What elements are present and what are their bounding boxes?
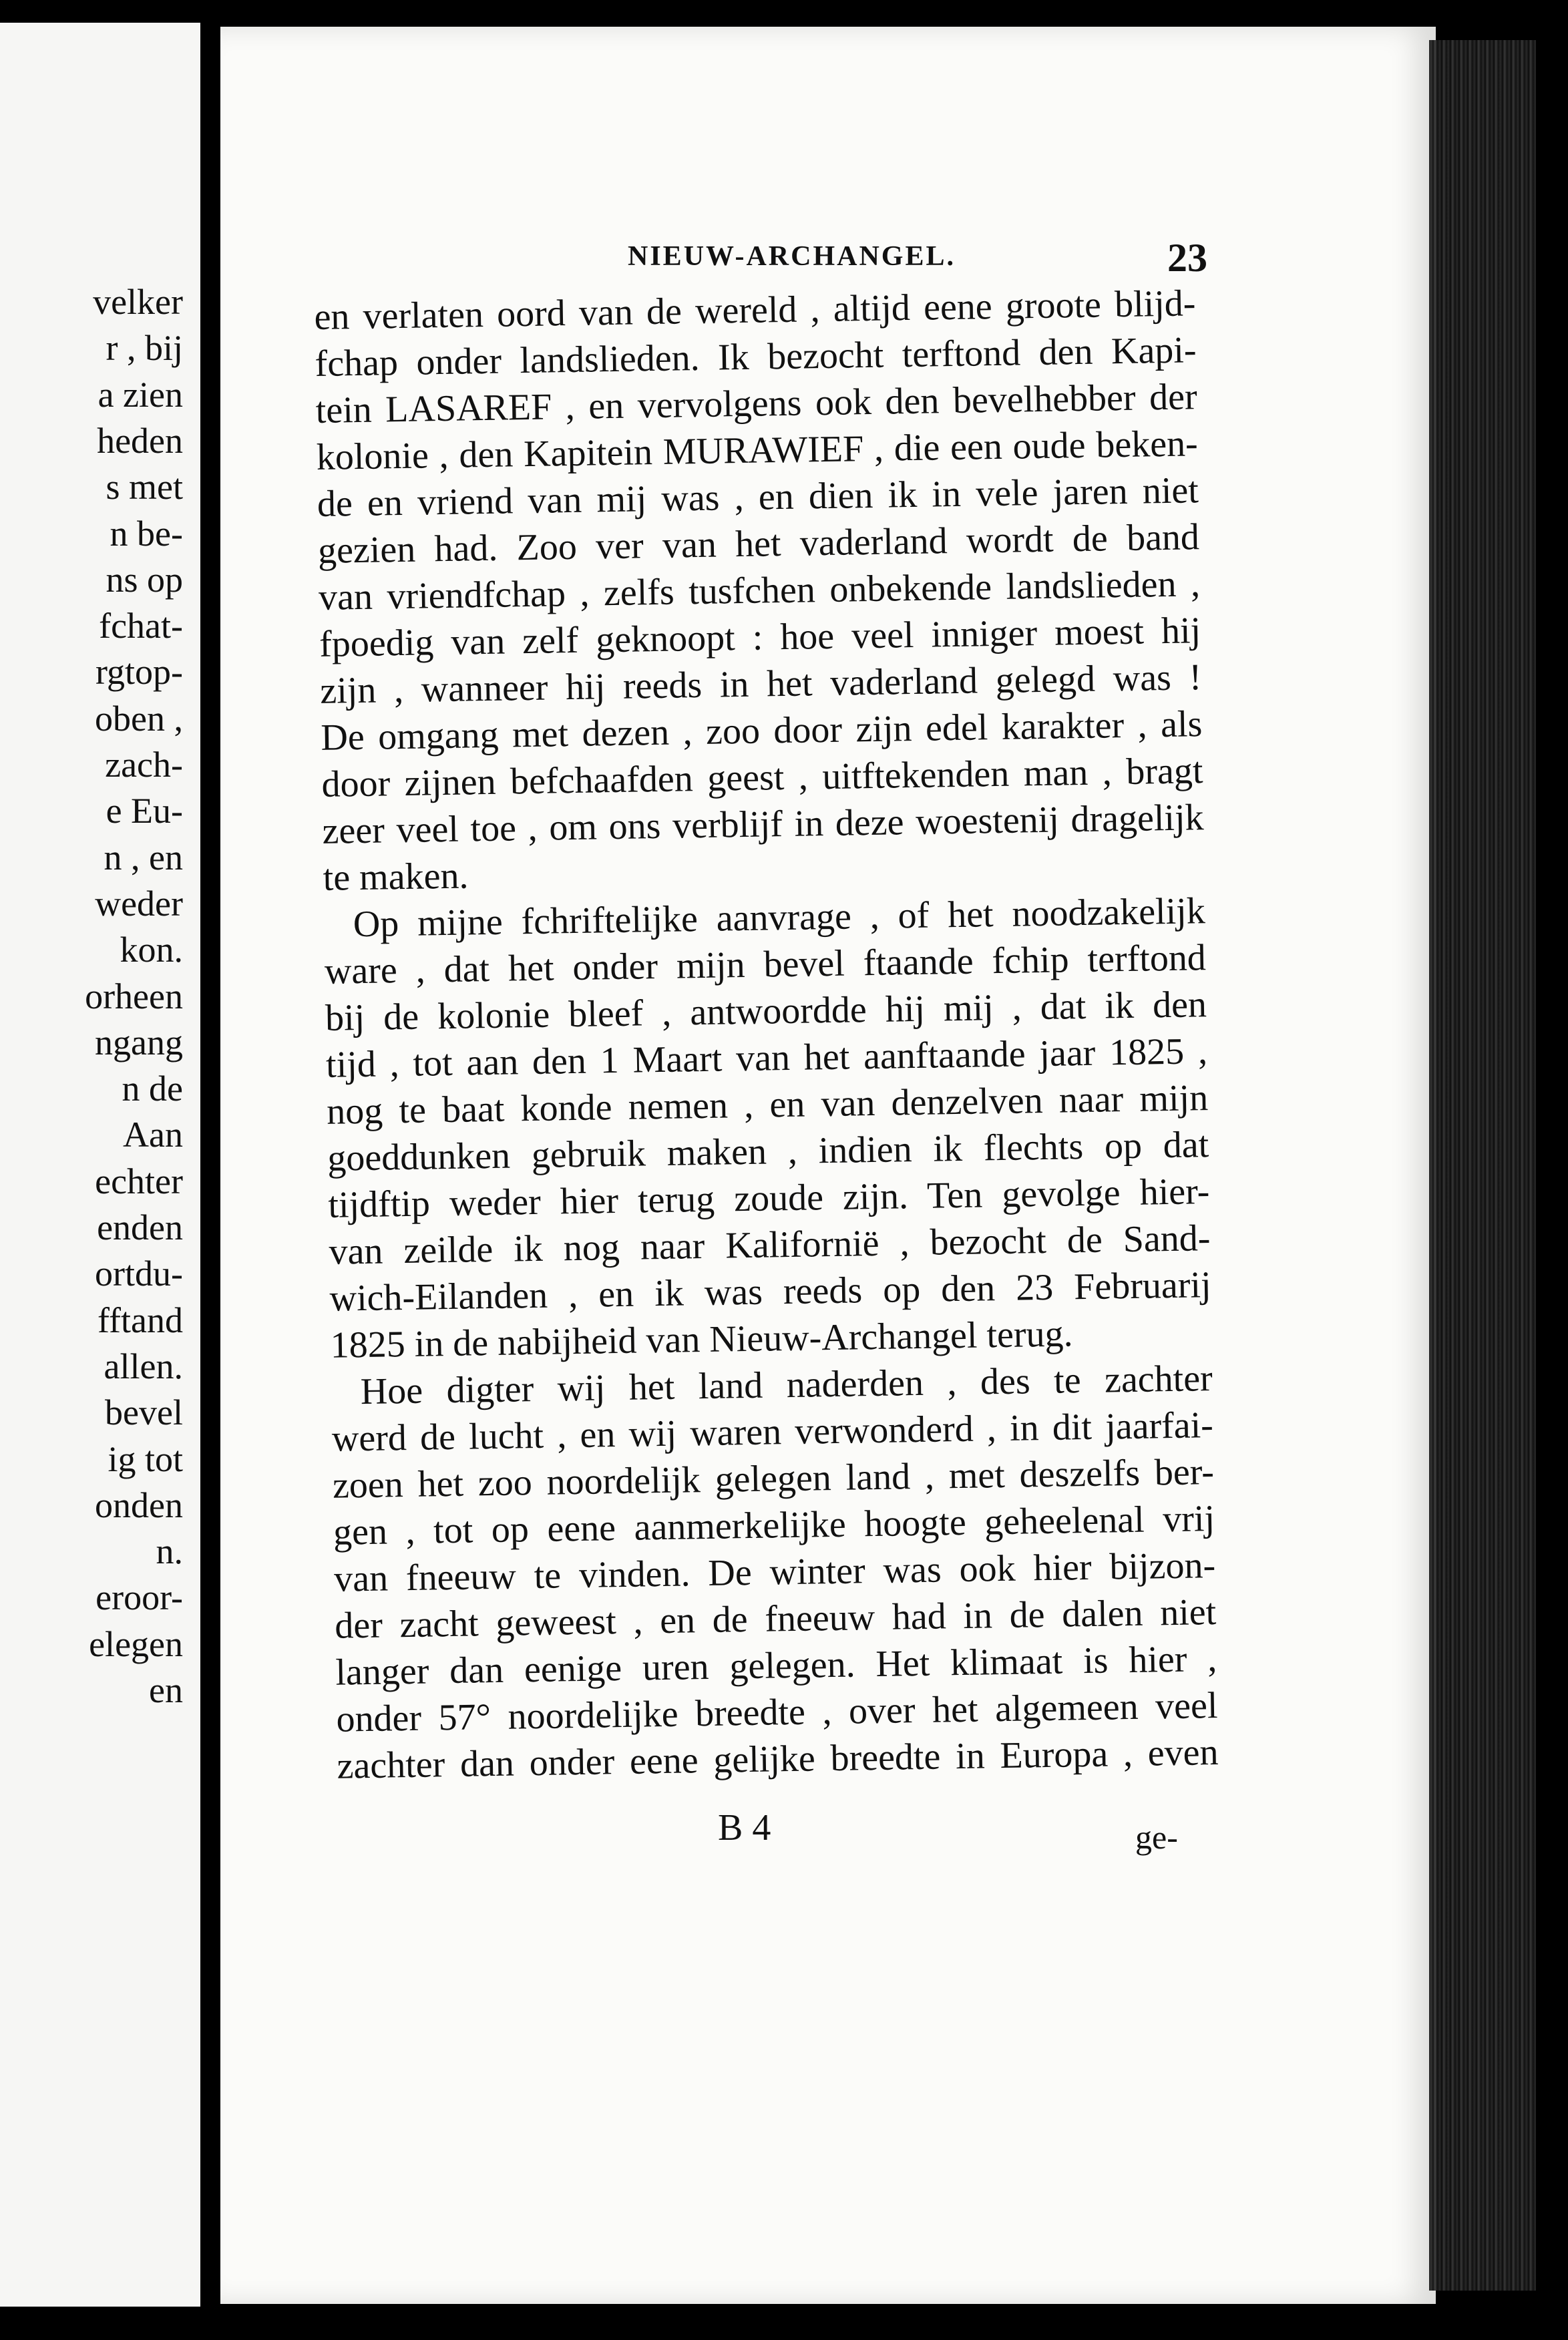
- signature-mark: B 4: [718, 1807, 771, 1848]
- text-line: en verlaten oord van de wereld , altijd eene groote blijd-: [314, 282, 1196, 338]
- left-page-line: eroor-: [95, 1577, 183, 1618]
- left-page-line: weder: [95, 883, 183, 924]
- left-page-line: velker: [93, 282, 183, 322]
- left-page-line: ns op: [106, 559, 183, 600]
- text-line: Op mijne fchriftelijke aanvrage , of het noodzakelijk: [353, 890, 1206, 946]
- text-line: onder 57° noordelijke breedte , over het algemeen veel: [336, 1685, 1218, 1740]
- text-line: Hoe digter wij het land naderden , des te zachter: [360, 1358, 1213, 1413]
- left-page-line: e Eu-: [106, 791, 183, 831]
- text-line: zachter dan onder eene gelijke breedte in Europa , even: [337, 1731, 1219, 1787]
- text-line: 1825 in de nabijheid van Nieuw-Archangel terug.: [330, 1313, 1073, 1366]
- text-line: zeer veel toe , om ons verblijf in deze woestenij dragelijk: [322, 797, 1204, 852]
- text-line: nog te baat konde nemen , en van denzelven naar mijn: [326, 1077, 1209, 1133]
- text-line: fpoedig van zelf geknoopt : hoe veel inniger moest hij: [319, 610, 1201, 665]
- text-line: ware , dat het onder mijn bevel ftaande fchip terftond: [324, 937, 1207, 992]
- left-page-line: ig tot: [108, 1438, 183, 1479]
- left-page-line: onden: [95, 1485, 183, 1525]
- text-line: tein LASAREF , en vervolgens ook den bevelhebber der: [315, 376, 1198, 431]
- text-line: te maken.: [323, 855, 469, 899]
- body-text: [314, 280, 1219, 1789]
- text-line: fchap onder landslieden. Ik bezocht terftond den Kapi-: [315, 329, 1197, 385]
- left-page-line: r , bij: [106, 328, 183, 369]
- text-line: gen , tot op eene aanmerkelijke hoogte geheelenal vrij: [333, 1498, 1215, 1553]
- left-page-line: fchat-: [99, 606, 183, 646]
- text-line: de en vriend van mij was , en dien ik in vele jaren niet: [317, 469, 1199, 525]
- left-page-line: rgtop-: [95, 652, 183, 693]
- left-page-line: elegen: [89, 1623, 183, 1664]
- book-edge: [1429, 40, 1536, 2291]
- text-line: gezien had. Zoo ver van het vaderland wordt de band: [317, 516, 1200, 572]
- page-number: 23: [1167, 236, 1207, 280]
- left-page: [0, 23, 200, 2307]
- left-page-line: n.: [156, 1531, 183, 1572]
- left-page-line: echter: [95, 1161, 183, 1201]
- left-page-line: orheen: [85, 976, 183, 1016]
- text-line: De omgang met dezen , zoo door zijn edel karakter , als: [320, 703, 1203, 759]
- left-page-line: n be-: [110, 513, 183, 554]
- text-line: goeddunken gebruik maken , indien ik flechts op dat: [327, 1124, 1209, 1179]
- left-page-line: n de: [122, 1068, 183, 1109]
- text-line: langer dan eenige uren gelegen. Het klimaat is hier ,: [335, 1638, 1217, 1694]
- left-page-line: Aan: [123, 1115, 183, 1155]
- text-line: bij de kolonie bleef , antwoordde hij mij , dat ik den: [325, 984, 1207, 1039]
- left-page-line: a zien: [97, 374, 183, 415]
- text-line: door zijnen befchaafden geest , uitftekenden man , bragt: [321, 750, 1203, 805]
- text-line: van vriendfchap , zelfs tusfchen onbekende landslieden ,: [318, 563, 1201, 618]
- left-page-line: bevel: [105, 1392, 183, 1433]
- left-page-line: kon.: [120, 930, 183, 970]
- left-page-line: s met: [106, 467, 183, 508]
- left-page-line: en: [149, 1670, 183, 1710]
- text-line: tijd , tot aan den 1 Maart van het aanftaande jaar 1825 ,: [325, 1030, 1208, 1086]
- left-page-line: fftand: [97, 1300, 183, 1340]
- left-page-line: heden: [97, 420, 183, 461]
- text-line: zoen het zoo noordelijk gelegen land , met deszelfs ber-: [332, 1451, 1215, 1507]
- left-page-line: allen.: [104, 1346, 183, 1386]
- text-line: tijdftip weder hier terug zoude zijn. Ten gevolge hier-: [327, 1171, 1210, 1226]
- running-header: NIEUW-ARCHANGEL.: [628, 241, 956, 272]
- left-page-line: zach-: [105, 745, 183, 785]
- text-line: zijn , wanneer hij reeds in het vaderland gelegd was !: [319, 656, 1202, 712]
- left-page-line: ortdu-: [95, 1253, 183, 1294]
- text-line: van zeilde ik nog naar Kalifornië , bezocht de Sand-: [329, 1217, 1211, 1273]
- left-page-line: oben ,: [95, 698, 183, 739]
- left-page-line: enden: [97, 1207, 183, 1247]
- catchword: ge-: [1135, 1818, 1178, 1856]
- text-line: wich-Eilanden , en ik was reeds op den 23 Februarij: [329, 1264, 1211, 1320]
- left-page-line: ngang: [95, 1022, 183, 1062]
- text-line: der zacht geweest , en de fneeuw had in de dalen niet: [334, 1591, 1217, 1647]
- left-page-line: n , en: [104, 837, 183, 878]
- text-line: werd de lucht , en wij waren verwonderd , in dit jaarfai-: [331, 1404, 1214, 1460]
- text-line: kolonie , den Kapitein MURAWIEF , die een oude beken-: [316, 423, 1199, 478]
- text-line: van fneeuw te vinden. De winter was ook hier bijzon-: [333, 1545, 1216, 1600]
